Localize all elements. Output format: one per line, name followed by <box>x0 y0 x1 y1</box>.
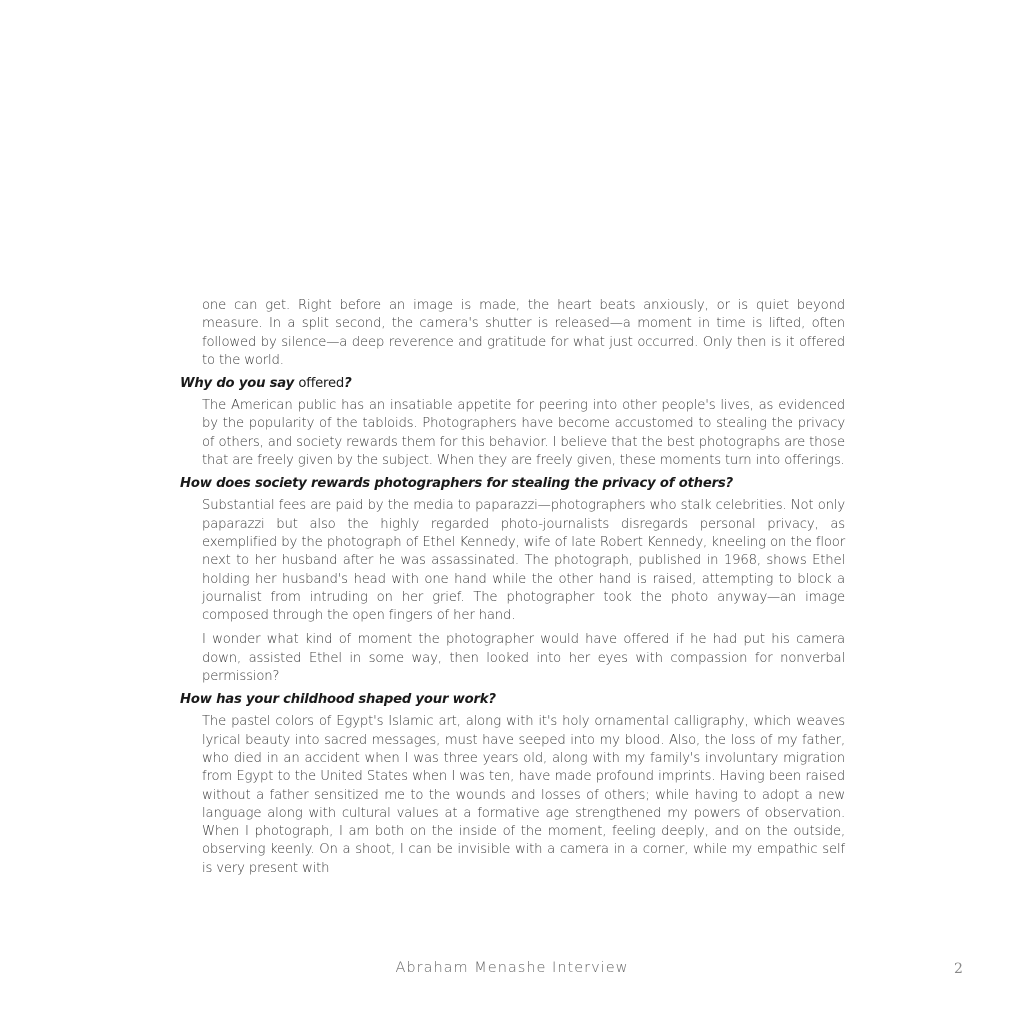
answer-paragraph-paparazzi: Substantial fees are paid by the media to paparazzi—photographers who stalk celebrities. Not only paparazzi but also the highly regarded photo-journalists disregards personal privacy, as exemplified by the photograph of Ethel Kennedy, wife of late Robert Kennedy, kneeling on the floor next to her husband after he was assassinated. The photograph, published in 1968, shows Ethel holding her husband's head with one hand while the other hand is raised, attempting to block a journalist from intruding on her grief. The photographer took the photo anyway—an image composed through the open fingers of her hand. <box>202 498 845 624</box>
interview-body <box>180 297 845 878</box>
answer-paragraph-continued: one can get. Right before an image is made, the heart beats anxiously, or is quiet beyond measure. In a split second, the camera's shutter is released—a moment in time is lifted, often followed by silence—a deep reverence and gratitude for what just occurred. Only then is it offered to the world. <box>202 298 845 368</box>
footer-title: Abraham Menashe Interview <box>395 960 629 976</box>
question-emphasis-word: offered <box>298 376 345 392</box>
question-text: Why do you say <box>180 376 299 392</box>
page-number: 2 <box>954 961 963 977</box>
question-mark: ? <box>344 376 352 392</box>
question-childhood: How has your childhood shaped your work? <box>180 692 496 708</box>
question-why-offered <box>180 375 845 393</box>
answer-paragraph-childhood: The pastel colors of Egypt's Islamic art, along with it's holy ornamental calligraphy, which weaves lyrical beauty into sacred messages, must have seeped into my blood. Also, the loss of my father, who died in an accident when I was three years old, along with my family's involuntary migration from Egypt to the United States when I was ten, have made profound imprints. Having been raised without a father sensitized me to the wounds and losses of others; while having to adopt a new language along with cultural values at a formative age strengthened my powers of observation. When I photograph, I am both on the inside of the moment, feeling deeply, and on the outside, observing keenly. On a shoot, I can be invisible with a camera in a corner, while my empathic self is very present with <box>202 714 845 876</box>
question-society-rewards: How does society rewards photographers for stealing the privacy of others? <box>180 476 733 492</box>
answer-paragraph-wonder: I wonder what kind of moment the photographer would have offered if he had put his camera down, assisted Ethel in some way, then looked into her eyes with compassion for nonverbal permission? <box>202 632 845 685</box>
answer-paragraph-offered: The American public has an insatiable appetite for peering into other people's lives, as evidenced by the popularity of the tabloids. Photographers have become accustomed to stealing the privacy of others, and society rewards them for this behavior. I believe that the best photographs are those that are freely given by the subject. When they are freely given, these moments turn into offerings. <box>202 398 845 469</box>
